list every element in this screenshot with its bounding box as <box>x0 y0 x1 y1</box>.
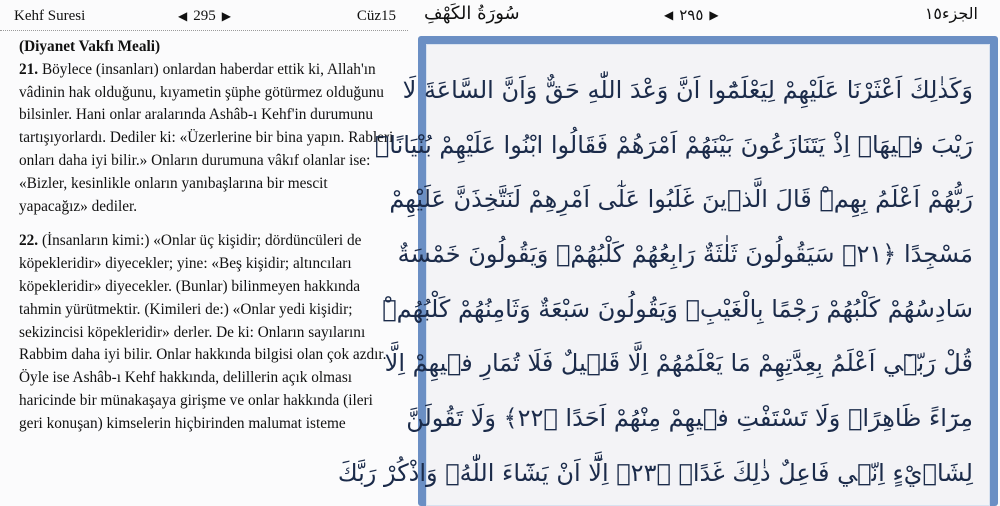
translation-header <box>0 0 408 30</box>
surah-name-arabic: سُورَةُ الكَهْفِ <box>424 3 520 24</box>
translation-text <box>19 36 397 436</box>
verse-text: Böylece (insanları) onlardan haberdar ettik ki, Allah'ın vâdinin hak olduğunu, kıyametin şüphe götürmez olduğunu bilsinler. Hani onlar aralarında Ashâb-ı Kehf'in durumunu tartışıyorlardı. Dediler ki: «Üzerlerine bir bina yapın. Rableri onları daha iyi bilir.» Onların durumuna vâkıf olanlar ise: «Bizler, kesinlikle onların yanıbaşlarına bir mescit yapacağız» dediler. <box>19 60 394 215</box>
prev-page-icon[interactable]: ◀ <box>178 9 188 23</box>
juz-label: Cüz15 <box>356 8 396 24</box>
verse-spacer <box>19 218 397 230</box>
page-number: 295 <box>193 8 216 24</box>
page-navigator <box>178 8 231 25</box>
mushaf-page-navigator <box>664 6 719 24</box>
quran-line: وَكَذٰلِكَ اَعْثَرْنَا عَلَيْهِمْ لِيَعْلَمُٓوا اَنَّ وَعْدَ اللّٰهِ حَقٌّ وَاَنَّ السَّاعَةَ لَا <box>402 76 973 104</box>
quran-line: سَادِسُهُمْ كَلْبُهُمْ رَجْمًا بِالْغَيْبِۚ وَيَقُولُونَ سَبْعَةٌ وَثَامِنُهُمْ كَلْبُهُمْۜ <box>382 294 973 323</box>
verse-text: (İnsanların kimi:) «Onlar üç kişidir; dördüncüleri de köpekleridir» diyecekler; yine: «Beş kişidir; altıncıları köpekleridir» diyecekler. (Bunlar) bilinmeyen hakkında tahmin yürütmektir. (Kimileri de:) «Onlar yedi kişidir; sekizincisi köpekleridir» derler. De ki: Onların sayılarını Rabbim daha iyi bilir. Onlar hakkında bilgisi olan çok azdır. Öyle ise Ashâb-ı Kehf hakkında, delillerin açık olması haricinde bir münakaşaya girişme ve onlar hakkında (ileri geri konuşan) kimselerin hiçbirinden malumat isteme <box>19 232 387 432</box>
header-divider <box>0 30 408 31</box>
juz-label-arabic: الجزء١٥ <box>924 4 978 23</box>
quran-line: مِرَٓاءً ظَاهِرًاۖ وَلَا تَسْتَفْتِ ف۪يهِمْ مِنْهُمْ اَحَدًا ﴿٢٢﴾ وَلَا تَقُولَنَّ <box>406 404 973 433</box>
surah-name: Kehf Suresi <box>14 8 86 24</box>
translation-source: (Diyanet Vakfı Meali) <box>19 38 161 55</box>
verse-21 <box>19 59 397 219</box>
quran-line: رَبُّهُمْ اَعْلَمُ بِهِمْۜ قَالَ الَّذ۪ينَ غَلَبُوا عَلٰٓى اَمْرِهِمْ لَنَتَّخِذَنَّ عَلَيْهِمْ <box>389 185 973 214</box>
quran-line: قُلْ رَبّ۪ٓي اَعْلَمُ بِعِدَّتِهِمْ مَا يَعْلَمُهُمْ اِلَّا قَل۪يلٌ فَلَا تُمَارِ ف۪يهِمْ اِلَّا <box>384 349 973 378</box>
quran-text <box>337 63 973 501</box>
page-number-arabic: ٢٩٥ <box>679 6 704 24</box>
mushaf-header <box>408 0 1000 30</box>
mushaf-page <box>337 44 990 506</box>
verse-number: 21. <box>19 60 39 78</box>
quran-line: مَسْجِدًا ﴿٢١﴾ سَيَقُولُونَ ثَلٰثَةٌ رَابِعُهُمْ كَلْبُهُمْۚ وَيَقُولُونَ خَمْسَةٌ <box>397 240 973 269</box>
quran-line: رَيْبَ ف۪يهَاۚ اِذْ يَتَنَازَعُونَ بَيْنَهُمْ اَمْرَهُمْ فَقَالُوا ابْنُوا عَلَيْهِمْ بُنْيَانًاۜ <box>374 130 973 159</box>
prev-page-icon[interactable]: ◀ <box>664 8 674 22</box>
next-page-icon[interactable]: ▶ <box>221 9 231 23</box>
verse-22 <box>19 230 397 435</box>
quran-line: لِشَا۟يْءٍ اِنّ۪ي فَاعِلٌ ذٰلِكَ غَدًاۙ ﴿٢٣﴾ اِلَّٓا اَنْ يَشَٓاءَ اللّٰهُۘ وَاذْكُرْ رَبَّكَ <box>337 458 973 487</box>
translation-pane <box>0 0 408 493</box>
mushaf-frame <box>337 36 998 506</box>
verse-number: 22. <box>19 232 39 250</box>
next-page-icon[interactable]: ▶ <box>709 8 719 22</box>
